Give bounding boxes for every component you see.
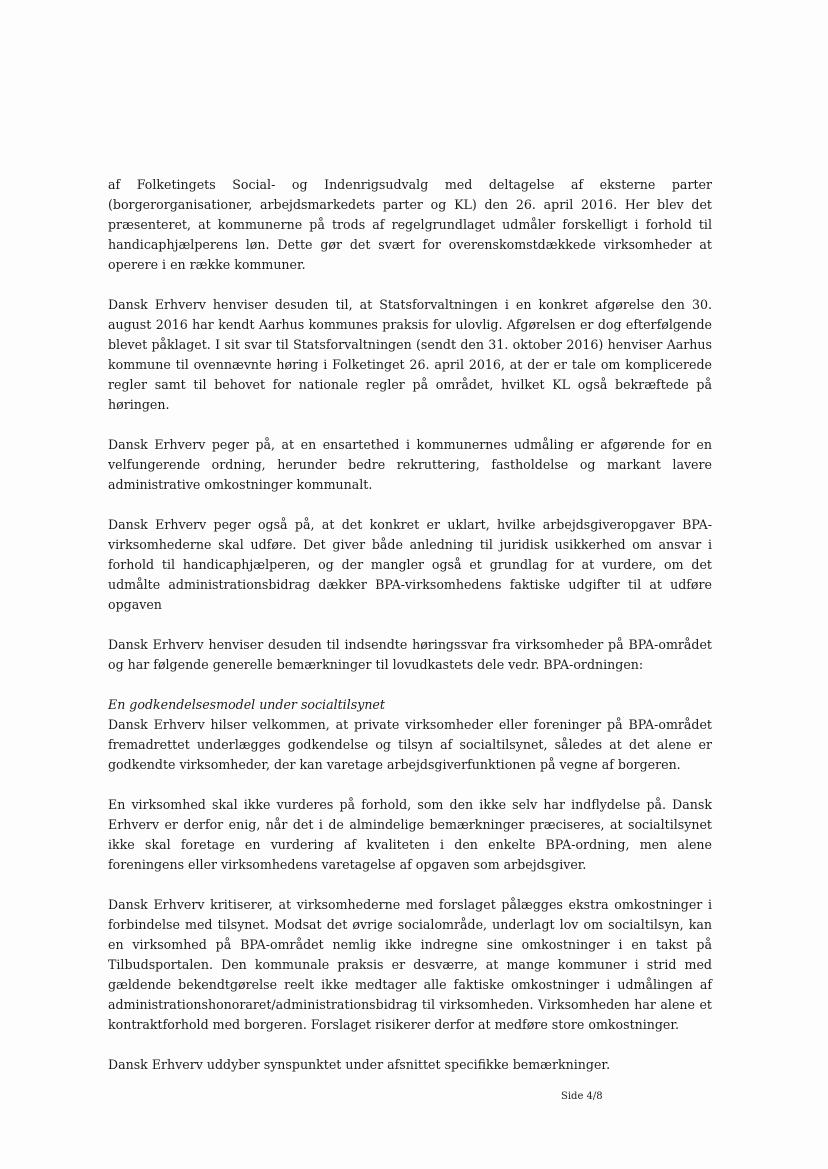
paragraph-statsforvaltningen: Dansk Erhverv henviser desuden til, at Statsforvaltningen i en konkret afgørelse den 30. august 2016 har kendt Aarhus kommunes praksis for ulovlig. Afgørelsen er dog efterfølgende blevet påklaget. I sit svar til Statsforvaltningen (sendt den 31. oktober 2016) henviser Aarhus kommune til ovennævnte høring i Folketinget 26. april 2016, at der er tale om komplicerede regler samt til behovet for nationale regler på området, hvilket KL også bekræftede på høringen.	[108, 297, 712, 412]
paragraph-hearing-folketinget: af Folketingets Social- og Indenrigsudvalg med deltagelse af eksterne parter (borgerorganisationer, arbejdsmarkedets parter og KL) den 26. april 2016. Her blev det præsenteret, at kommunerne på trods af regelgrundlaget udmåler forskelligt i forhold til handicaphjælperens løn. Dette gør det svært for overenskomstdækkede virksomheder at operere i en række kommuner.	[108, 177, 712, 272]
paragraph-generelle-bemaerkninger: Dansk Erhverv henviser desuden til indsendte høringssvar fra virksomheder på BPA-området og har følgende generelle bemærkninger til lovudkastets dele vedr. BPA-ordningen:	[108, 637, 712, 672]
paragraph-uddyber: Dansk Erhverv uddyber synspunktet under afsnittet specifikke bemærkninger.	[108, 1057, 611, 1072]
paragraph-omkostninger: Dansk Erhverv kritiserer, at virksomhederne med forslaget pålægges ekstra omkostninger i forbindelse med tilsynet. Modsat det øvrige socialområde, underlagt lov om socialtilsyn, kan en virksomhed på BPA-området nemlig ikke indregne sine omkostninger i en takst på Tilbudsportalen. Den kommunale praksis er desværre, at mange kommuner i strid med gældende bekendtgørelse reelt ikke medtager alle faktiske omkostninger i udmålingen af administrationshonoraret/administrationsbidrag til virksomheden. Virksomheden har alene et kontraktforhold med borgeren. Forslaget risikerer derfor at medføre store omkostninger.	[108, 897, 712, 1032]
paragraph-vurdering: En virksomhed skal ikke vurderes på forhold, som den ikke selv har indflydelse på. Dansk Erhverv er derfor enig, når det i de almindelige bemærkninger præciseres, at socialtilsynet ikke skal foretage en vurdering af kvaliteten i den enkelte BPA-ordning, men alene foreningens eller virksomhedens varetagelse af opgaven som arbejdsgiver.	[108, 797, 712, 872]
paragraph-godkendelse: Dansk Erhverv hilser velkommen, at private virksomheder eller foreninger på BPA-området fremadrettet underlægges godkendelse og tilsyn af socialtilsynet, således at det alene er godkendte virksomheder, der kan varetage arbejdsgiverfunktionen på vegne af borgeren.	[108, 717, 712, 772]
section-heading: En godkendelsesmodel under socialtilsynet	[108, 697, 385, 712]
page-number: Side 4/8	[561, 1091, 603, 1102]
paragraph-arbejdsgiveropgaver: Dansk Erhverv peger også på, at det konkret er uklart, hvilke arbejdsgiveropgaver BPA-virksomhederne skal udføre. Det giver både anledning til juridisk usikkerhed om ansvar i forhold til handicaphjælperen, og der mangler også et grundlag for at vurdere, om det udmålte administrationsbidrag dækker BPA-virksomhedens faktiske udgifter til at udføre opgaven	[108, 517, 712, 612]
document-body	[108, 175, 712, 1095]
paragraph-ensartethed: Dansk Erhverv peger på, at en ensartethed i kommunernes udmåling er afgørende for en velfungerende ordning, herunder bedre rekruttering, fastholdelse og markant lavere administrative omkostninger kommunalt.	[108, 437, 712, 492]
